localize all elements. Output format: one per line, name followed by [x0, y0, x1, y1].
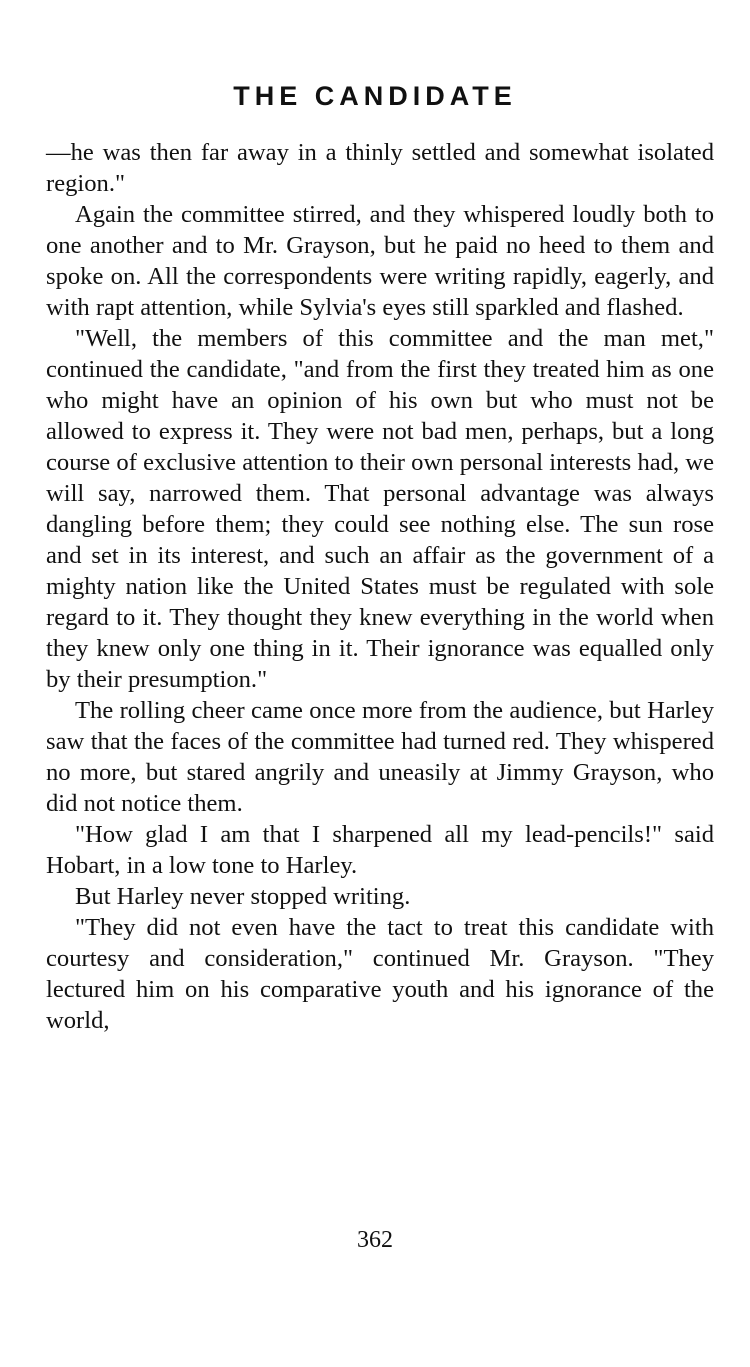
body-text	[46, 137, 714, 1036]
paragraph: But Harley never stopped writing.	[75, 883, 411, 910]
paragraph: The rolling cheer came once more from the audience, but Harley saw that the faces of the committee had turned red. They whispered no more, but stared angrily and uneasily at Jimmy Grayson, who did not notice them.	[46, 697, 714, 817]
paragraph-continued: —he was then far away in a thinly settled and somewhat isolated region."	[46, 139, 714, 197]
paragraph: "How glad I am that I sharpened all my lead-pencils!" said Hobart, in a low tone to Harley.	[46, 821, 714, 879]
running-head-title: THE CANDIDATE	[233, 81, 517, 111]
paragraph: "They did not even have the tact to treat this candidate with courtesy and consideration," continued Mr. Grayson. "They lectured him on his comparative youth and his ignorance of the world,	[46, 914, 714, 1034]
paragraph: "Well, the members of this committee and the man met," continued the candidate, "and from the first they treated him as one who might have an opinion of his own but who must not be allowed to express it. They were not bad men, perhaps, but a long course of exclusive attention to their own personal interests had, we will say, narrowed them. That personal advantage was always dangling before them; they could see nothing else. The sun rose and set in its interest, and such an affair as the government of a mighty nation like the United States must be regulated with sole regard to it. They thought they knew everything in the world when they knew only one thing in it. Their ignorance was equalled only by their presumption."	[46, 325, 714, 693]
paragraph: Again the committee stirred, and they whispered loudly both to one another and to Mr. Grayson, but he paid no heed to them and spoke on. All the correspondents were writing rapidly, eagerly, and with rapt attention, while Sylvia's eyes still sparkled and flashed.	[46, 201, 714, 321]
page-number: 362	[357, 1227, 393, 1253]
